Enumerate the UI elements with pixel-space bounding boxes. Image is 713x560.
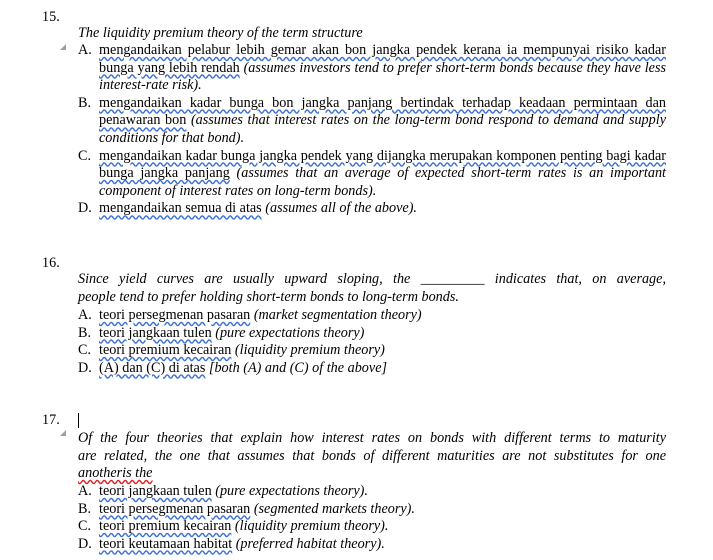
question-stem-line[interactable]: Of the four theories that explain how interest rates on bonds with different terms to maturity: [78, 430, 666, 446]
paragraph-marker-icon: [60, 44, 66, 50]
option-letter: B.: [78, 94, 92, 111]
option-letter: C.: [78, 147, 92, 164]
option-b[interactable]: [78, 325, 666, 343]
option-a[interactable]: [78, 483, 666, 501]
option-english-text: (assumes all of the above).: [265, 200, 417, 217]
option-letter: D.: [78, 359, 92, 376]
option-english-text: (pure expectations theory): [215, 324, 365, 341]
option-malay-text: teori premium kecairan: [99, 518, 232, 535]
options-list: [78, 307, 666, 377]
option-letter: A.: [78, 42, 92, 58]
option-malay-text: teori persegmenan pasaran: [99, 500, 251, 517]
option-english-text: [both (A) and (C) of the above]: [208, 359, 388, 376]
options-list: [78, 42, 666, 218]
option-malay-text: mengandaikan pelabur lebih gemar akan bon jangka pendek kerana ia mempunyai risiko kadar bunga yang lebih rendah: [99, 42, 666, 76]
question-stem-line[interactable]: Since yield curves are usually upward sloping, the _________ indicates that, on average,: [78, 271, 666, 287]
question-stem-line[interactable]: anotheris the: [78, 465, 153, 481]
option-letter: C.: [78, 518, 92, 535]
option-malay-text: mengandaikan semua di atas: [99, 200, 262, 217]
option-malay-text: teori jangkaan tulen: [99, 483, 212, 499]
option-b[interactable]: [78, 501, 666, 519]
option-letter: B.: [78, 500, 92, 517]
option-english-text: (pure expectations theory).: [215, 483, 368, 499]
question-number: 15.: [42, 9, 60, 25]
question-number: 17.: [42, 412, 60, 428]
option-english-text: (assumes that interest rates on the long-term bond respond to demand and supply conditions for that bond).: [99, 112, 666, 146]
option-letter: C.: [78, 342, 92, 359]
option-c[interactable]: [78, 342, 666, 360]
option-letter: B.: [78, 324, 92, 341]
option-english-text: (market segmentation theory): [253, 307, 422, 323]
option-english-text: (assumes that an average of expected short-term rates is an important component of interest rates on long-term bonds).: [99, 165, 666, 199]
option-english-text: (segmented markets theory).: [253, 500, 415, 517]
option-malay-text: teori premium kecairan: [99, 342, 232, 359]
option-malay-text: mengandaikan kadar bunga bon jangka panjang bertindak terhadap keadaan permintaan dan penawaran bon: [99, 94, 666, 129]
question-number: 16.: [42, 255, 60, 271]
option-c[interactable]: [78, 518, 666, 536]
option-d[interactable]: [78, 200, 666, 218]
option-letter: D.: [78, 200, 92, 217]
option-letter: A.: [78, 483, 92, 499]
option-english-text: (liquidity premium theory): [234, 342, 385, 359]
option-malay-text: mengandaikan kadar bunga jangka pendek yang dijangka merupakan komponen penting bagi kadar bunga jangka panjang: [99, 147, 666, 182]
option-malay-text: teori jangkaan tulen: [99, 324, 212, 341]
option-malay-text: (A) dan (C) di atas: [99, 359, 206, 376]
option-d[interactable]: [78, 360, 666, 378]
option-english-text: (preferred habitat theory).: [235, 535, 385, 552]
text-cursor: [78, 413, 79, 428]
option-d[interactable]: [78, 536, 666, 554]
question-stem-line[interactable]: are related, the one that assumes that bonds of different maturities are not substitutes for one: [78, 448, 666, 464]
option-english-text: (assumes investors tend to prefer short-term bonds because they have less interest-rate risk).: [99, 59, 666, 94]
option-b[interactable]: [78, 95, 666, 148]
option-english-text: (liquidity premium theory).: [234, 518, 389, 535]
options-list: [78, 483, 666, 553]
option-letter: A.: [78, 307, 92, 323]
option-a[interactable]: [78, 42, 666, 95]
paragraph-marker-icon: [60, 430, 66, 436]
question-stem-line[interactable]: people tend to prefer holding short-term bonds to long-term bonds.: [78, 289, 459, 305]
question-stem[interactable]: The liquidity premium theory of the term structure: [78, 25, 363, 41]
option-malay-text: teori keutamaan habitat: [99, 535, 233, 552]
option-a[interactable]: [78, 307, 666, 325]
option-letter: D.: [78, 535, 92, 552]
option-malay-text: teori persegmenan pasaran: [99, 307, 251, 323]
option-c[interactable]: [78, 148, 666, 201]
